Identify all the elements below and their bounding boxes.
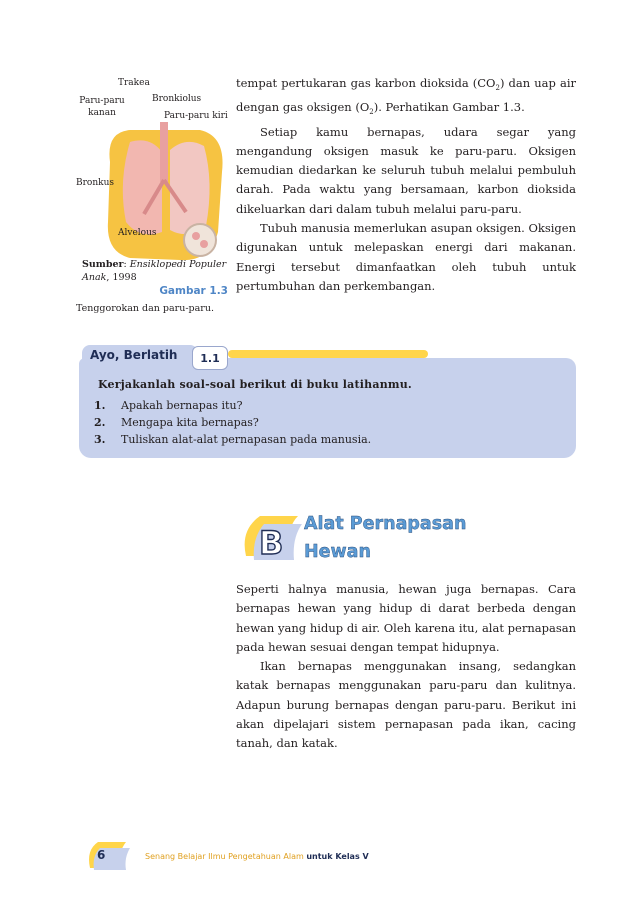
label-paru-kanan: Paru-paru kanan xyxy=(79,96,125,118)
intro-p1-part-b: ) dan uap air dengan gas oksigen (O xyxy=(236,76,576,115)
section-title-line-1: Alat Pernapasan xyxy=(304,514,467,534)
label-trakea: Trakea xyxy=(118,78,150,88)
intro-text xyxy=(236,74,576,296)
exercise-instruction: Kerjakanlah soal-soal berikut di buku latihanmu. xyxy=(98,378,412,391)
exercise-question-list xyxy=(94,397,371,448)
exercise-title: Ayo, Berlatih xyxy=(90,348,178,362)
section-paragraph-2: Ikan bernapas menggunakan insang, sedangkan katak bernapas menggunakan paru-paru dan kulitnya. Adapun burung bernapas dengan paru-paru. Berikut ini akan dipelajari sistem pernapasan pada ikan, cacing tanah, dan katak. xyxy=(236,659,576,751)
list-item xyxy=(94,397,371,414)
running-footer xyxy=(145,852,369,861)
page-number-badge xyxy=(86,840,130,870)
figure-source: Sumber: Ensiklopedi Populer Anak, 1998 xyxy=(82,259,227,283)
question-number: 3. xyxy=(94,433,106,446)
exercise-number: 1.1 xyxy=(192,346,228,370)
footer-grade: untuk Kelas V xyxy=(306,852,369,861)
intro-paragraph-1 xyxy=(236,74,576,123)
question-number: 1. xyxy=(94,399,106,412)
question-text: Tuliskan alat-alat pernapasan pada manusia. xyxy=(121,433,372,446)
source-label: Sumber xyxy=(82,259,124,270)
source-year: 1998 xyxy=(112,272,137,283)
section-text xyxy=(236,580,576,754)
section-letter-badge xyxy=(238,510,304,564)
footer-book-title: Senang Belajar Ilmu Pengetahuan Alam xyxy=(145,852,304,861)
figure-title: Gambar 1.3 xyxy=(159,285,228,297)
section-paragraph-1: Seperti halnya manusia, hewan juga bernapas. Cara bernapas hewan yang hidup di darat berbeda dengan hewan yang hidup di air. Oleh karena itu, alat pernapasan pada hewan sesuai dengan tempat hidupnya. xyxy=(236,582,576,654)
page-number: 6 xyxy=(97,848,106,862)
subscript: 2 xyxy=(369,108,374,117)
lungs-illustration xyxy=(100,122,228,272)
list-item xyxy=(94,431,371,448)
source-name: Ensiklopedi Populer Anak xyxy=(82,259,227,283)
intro-paragraph-2: Setiap kamu bernapas, udara segar yang mengandung oksigen masuk ke paru-paru. Oksigen kemudian diedarkan ke seluruh tubuh melalui pembuluh darah. Pada waktu yang bersamaan, karbon dioksida dikeluarkan dari dalam tubuh melalui paru-paru. xyxy=(236,124,576,216)
exercise-highlight-bar xyxy=(228,350,428,358)
subscript: 2 xyxy=(495,84,500,92)
figure-description: Tenggorokan dan paru-paru. xyxy=(76,303,214,314)
respiratory-figure xyxy=(76,74,232,324)
label-bronkiolus: Bronkiolus xyxy=(152,94,202,104)
intro-p1-part-c: ). Perhatikan Gambar 1.3. xyxy=(373,100,525,115)
section-title-line-2: Hewan xyxy=(304,542,371,562)
label-paru-kiri: Paru-paru kiri xyxy=(164,111,228,121)
section-letter: B xyxy=(259,524,284,562)
intro-paragraph-3: Tubuh manusia memerlukan asupan oksigen. Oksigen digunakan untuk melepaskan energi dari makanan. Energi tersebut dimanfaatkan oleh tubuh untuk pertumbuhan dan perkembangan. xyxy=(236,221,576,293)
question-text: Apakah bernapas itu? xyxy=(121,399,243,412)
question-text: Mengapa kita bernapas? xyxy=(121,416,259,429)
intro-p1-part-a: tempat pertukaran gas karbon dioksida (CO xyxy=(236,76,496,90)
label-alveolus: Alvelous xyxy=(118,228,157,238)
list-item xyxy=(94,414,371,431)
section-title xyxy=(304,510,466,566)
label-bronkus: Bronkus xyxy=(76,178,114,188)
question-number: 2. xyxy=(94,416,106,429)
